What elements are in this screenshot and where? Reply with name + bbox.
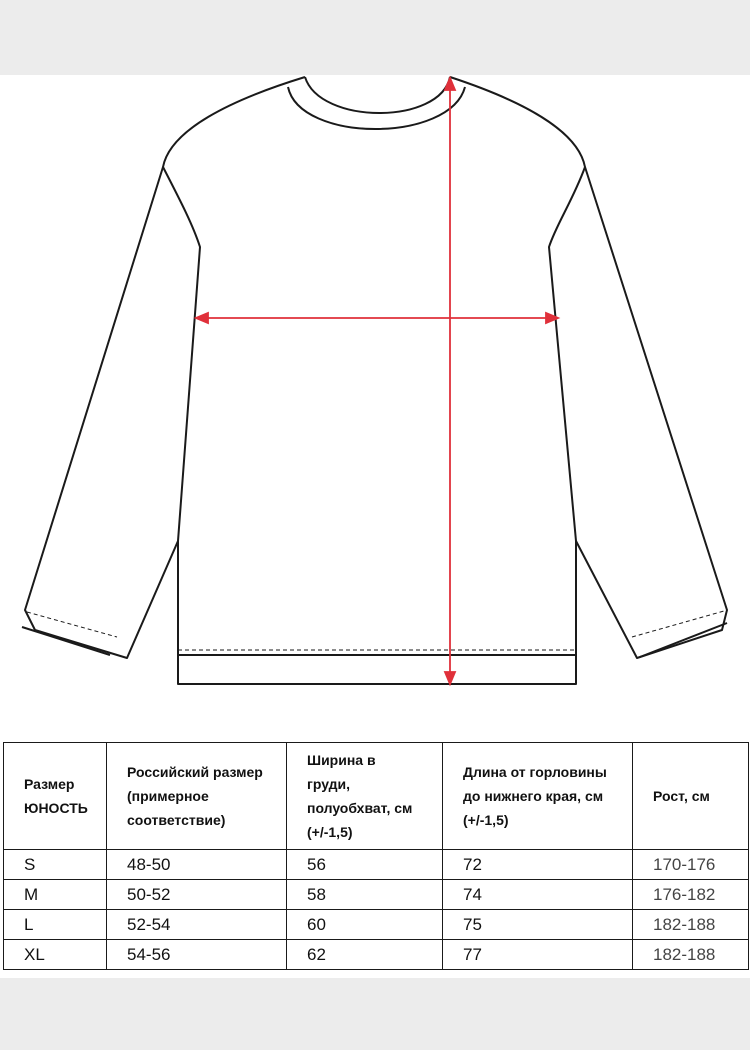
header-length: Длина от горловины до нижнего края, см (+/-1,5) (443, 743, 633, 850)
sweatshirt-body-outline (25, 77, 727, 684)
cell-size: S (4, 850, 107, 880)
table-row (4, 910, 749, 940)
cell-russian-size: 54-56 (107, 940, 287, 970)
cell-height: 176-182 (633, 880, 749, 910)
cell-russian-size: 48-50 (107, 850, 287, 880)
cell-size: M (4, 880, 107, 910)
cell-chest-width: 56 (287, 850, 443, 880)
header-height: Рост, см (633, 743, 749, 850)
header-size: Размер ЮНОСТЬ (4, 743, 107, 850)
table-row (4, 880, 749, 910)
cell-size: XL (4, 940, 107, 970)
table-row (4, 940, 749, 970)
cell-length: 74 (443, 880, 633, 910)
length-arrow-bottom (445, 672, 455, 684)
cell-height: 182-188 (633, 910, 749, 940)
collar-inner (305, 77, 450, 113)
size-table (3, 742, 749, 970)
right-cuff-line (640, 623, 727, 657)
header-russian-size: Российский размер (примерное соответствие) (107, 743, 287, 850)
length-arrow-top (445, 78, 455, 90)
right-armhole-seam (549, 167, 585, 541)
cell-size: L (4, 910, 107, 940)
cell-length: 72 (443, 850, 633, 880)
table-header-row (4, 743, 749, 850)
cell-length: 75 (443, 910, 633, 940)
cell-height: 182-188 (633, 940, 749, 970)
cell-chest-width: 60 (287, 910, 443, 940)
cell-russian-size: 50-52 (107, 880, 287, 910)
header-chest-width: Ширина в груди, полуобхват, см (+/-1,5) (287, 743, 443, 850)
cell-russian-size: 52-54 (107, 910, 287, 940)
table-row (4, 850, 749, 880)
left-armhole-seam (163, 167, 200, 541)
chest-arrow-left (196, 313, 208, 323)
cell-length: 77 (443, 940, 633, 970)
sweatshirt-illustration (0, 75, 750, 715)
cell-chest-width: 58 (287, 880, 443, 910)
cell-chest-width: 62 (287, 940, 443, 970)
cell-height: 170-176 (633, 850, 749, 880)
size-chart-sheet (0, 75, 750, 978)
